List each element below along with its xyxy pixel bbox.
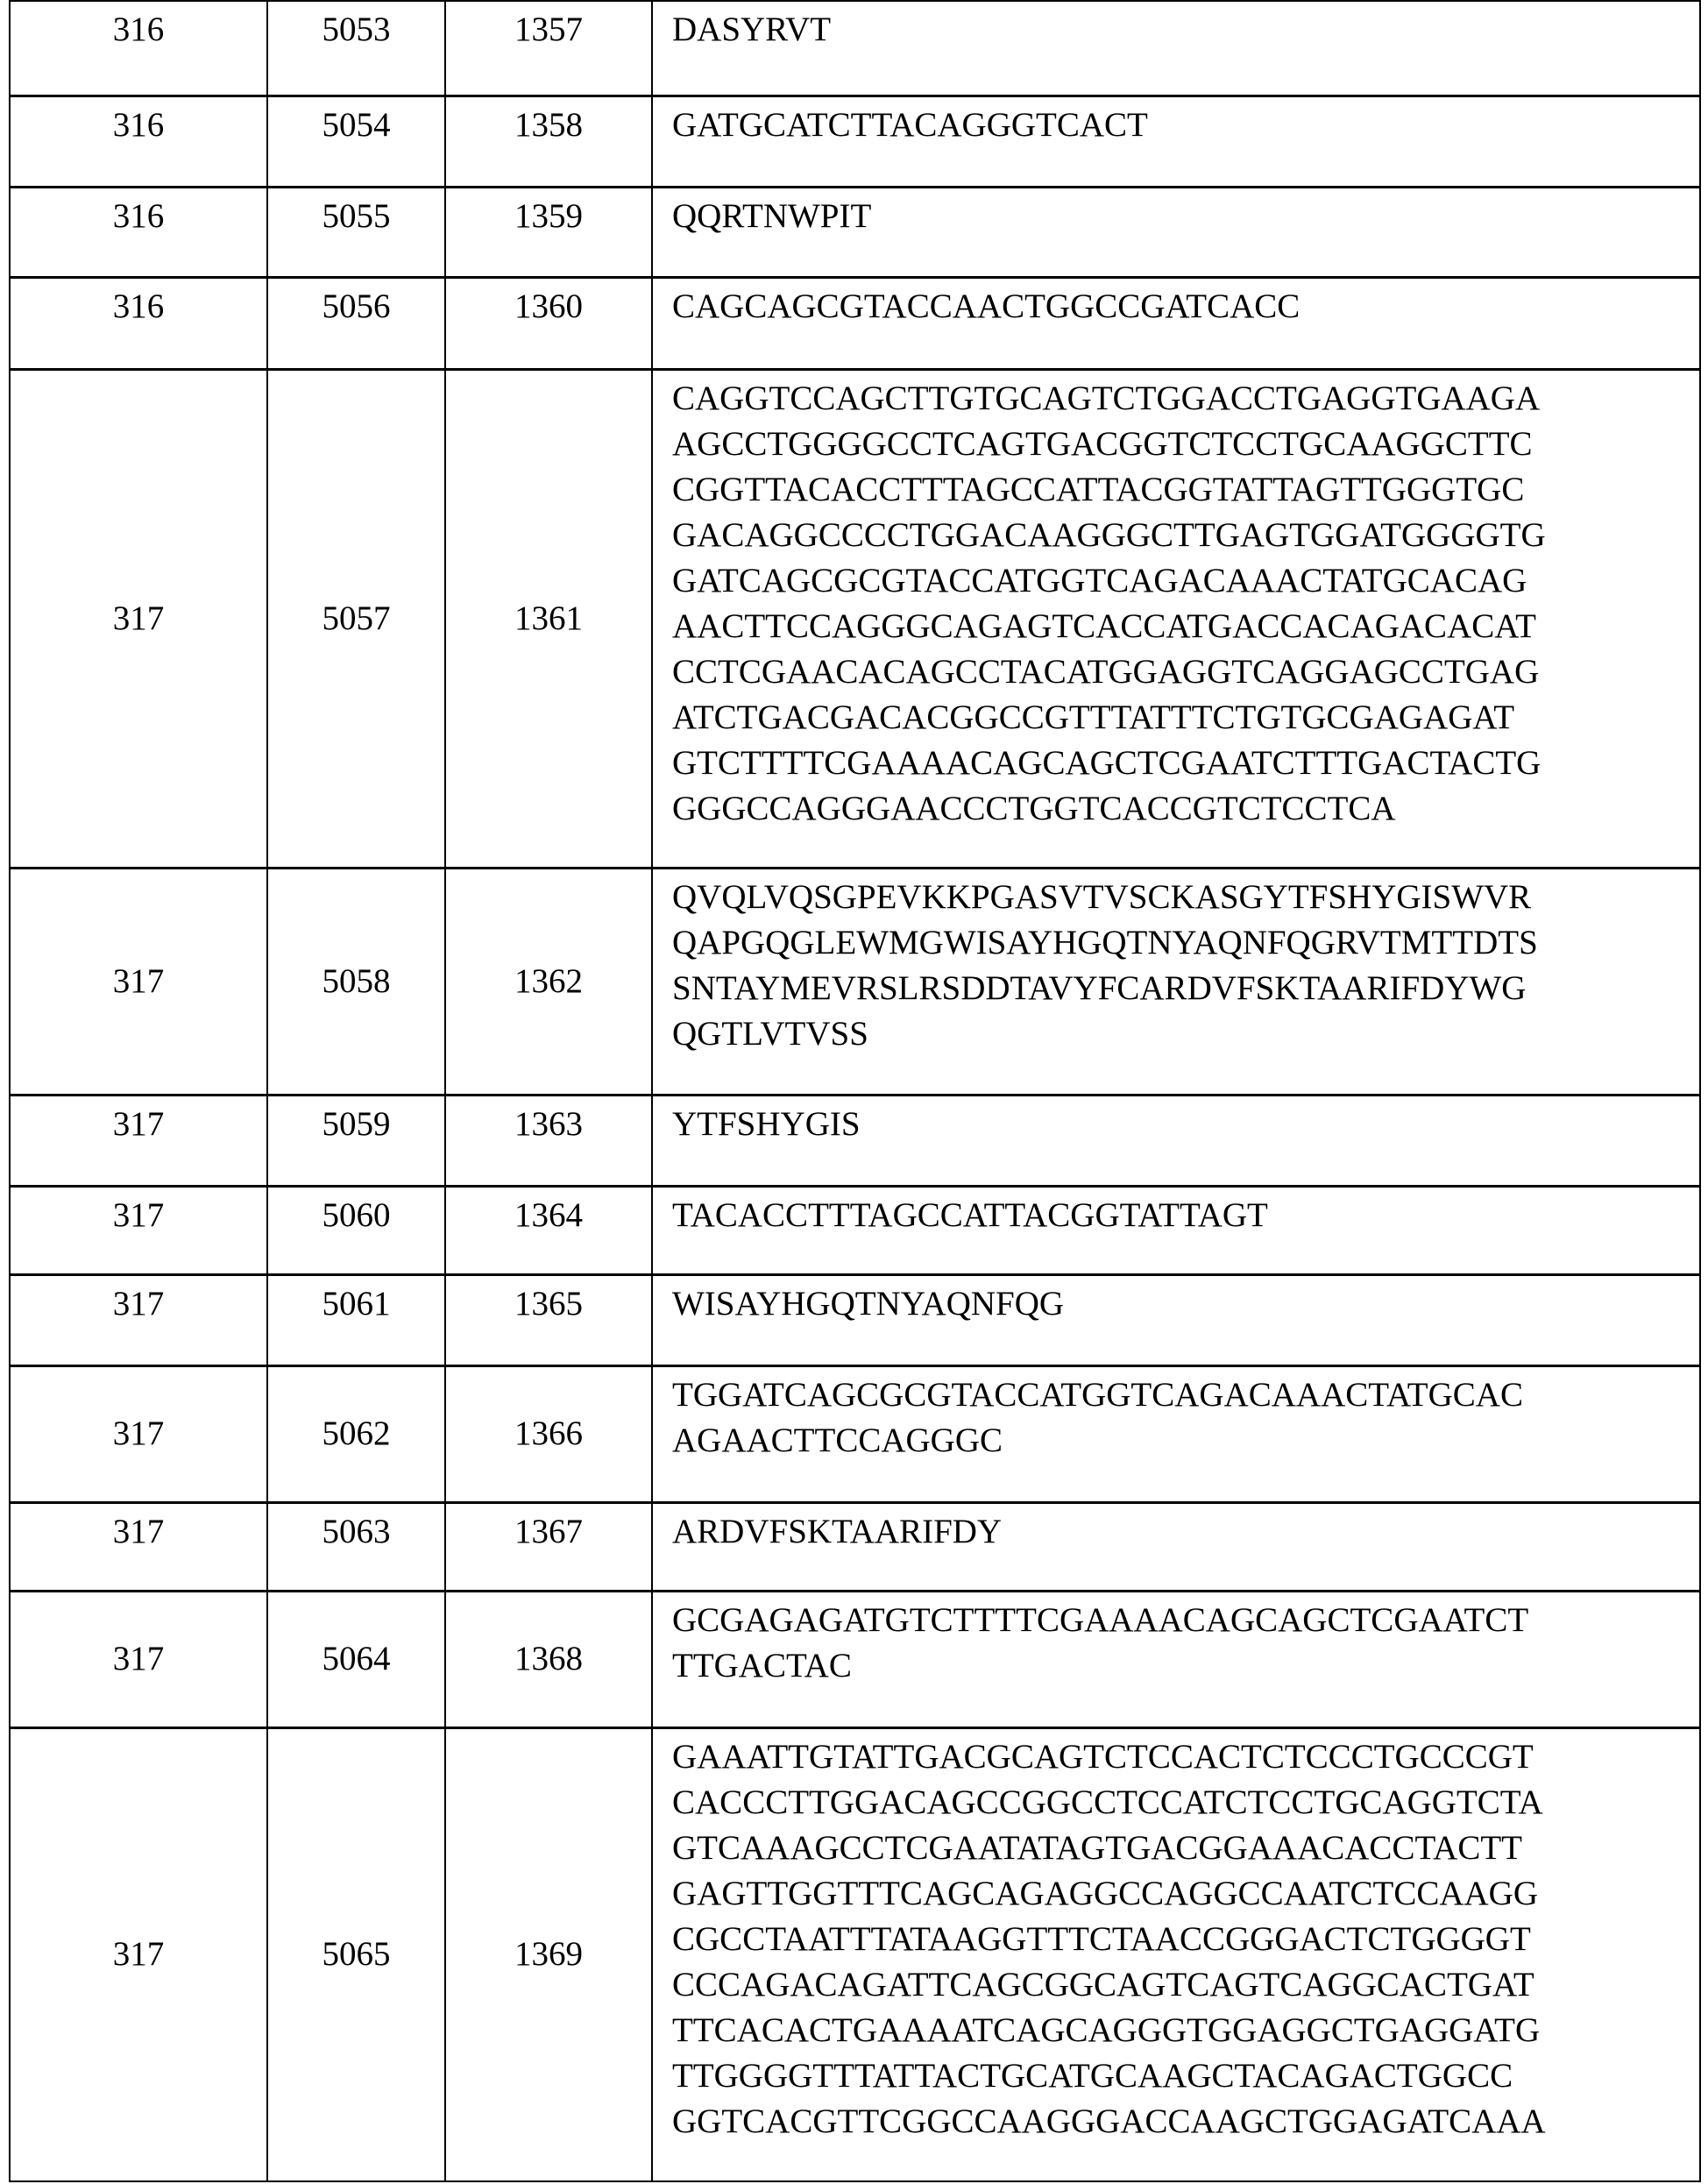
col-b-cell: 5058 (267, 868, 445, 1095)
sequence-line: YTFSHYGIS (672, 1104, 861, 1143)
sequence-cell (652, 1274, 1700, 1365)
sequence-cell (652, 277, 1700, 369)
table-row (10, 1727, 1700, 2181)
sequence-cell (652, 868, 1700, 1095)
col-c-cell: 1358 (445, 96, 652, 187)
sequence-line: GGTCACGTTCGGCCAAGGGACCAAGCTGGAGATCAAA (672, 2102, 1546, 2140)
sequence-line: ATCTGACGACACGGCCGTTTATTTCTGTGCGAGAGAT (672, 698, 1515, 736)
table-row (10, 1186, 1700, 1274)
col-a-cell: 317 (10, 1186, 267, 1274)
sequence-line: GACAGGCCCCTGGACAAGGGCTTGAGTGGATGGGGTG (672, 515, 1546, 554)
col-b-cell: 5061 (267, 1274, 445, 1365)
sequence-line: GCGAGAGATGTCTTTTCGAAAACAGCAGCTCGAATCT (672, 1600, 1529, 1639)
col-b-cell: 5053 (267, 1, 445, 96)
col-b-cell: 5057 (267, 369, 445, 868)
sequence-cell (652, 1727, 1700, 2181)
table-row (10, 96, 1700, 187)
col-b-cell: 5055 (267, 187, 445, 277)
col-a-cell: 317 (10, 1727, 267, 2181)
table-row (10, 277, 1700, 369)
col-a-cell: 317 (10, 1502, 267, 1591)
col-b-cell: 5056 (267, 277, 445, 369)
col-a-cell: 316 (10, 1, 267, 96)
sequence-line: QAPGQGLEWMGWISAYHGQTNYAQNFQGRVTMTTDTS (672, 923, 1538, 961)
sequence-cell (652, 369, 1700, 868)
sequence-line: DASYRVT (672, 11, 832, 48)
sequence-line: GGGCCAGGGAACCCTGGTCACCGTCTCCTCA (672, 789, 1396, 827)
table-row (10, 1095, 1700, 1186)
col-c-cell: 1360 (445, 277, 652, 369)
col-c-cell: 1361 (445, 369, 652, 868)
sequence-cell (652, 1591, 1700, 1727)
col-b-cell: 5064 (267, 1591, 445, 1727)
col-a-cell: 317 (10, 1274, 267, 1365)
sequence-line: CACCCTTGGACAGCCGGCCTCCATCTCCTGCAGGTCTA (672, 1783, 1543, 1821)
sequence-line: AACTTCCAGGGCAGAGTCACCATGACCACAGACACAT (672, 606, 1536, 645)
sequence-line: GTCAAAGCCTCGAATATAGTGACGGAAACACCTACTT (672, 1828, 1522, 1867)
sequence-line: GATGCATCTTACAGGGTCACT (672, 105, 1148, 144)
col-b-cell: 5060 (267, 1186, 445, 1274)
col-c-cell: 1367 (445, 1502, 652, 1591)
table-row (10, 1502, 1700, 1591)
col-a-cell: 317 (10, 1095, 267, 1186)
sequence-line: TTGACTAC (672, 1646, 852, 1684)
table-row (10, 1591, 1700, 1727)
sequence-line: AGCCTGGGGCCTCAGTGACGGTCTCCTGCAAGGCTTC (672, 424, 1533, 463)
col-c-cell: 1359 (445, 187, 652, 277)
table-row (10, 868, 1700, 1095)
col-a-cell: 316 (10, 96, 267, 187)
sequence-table (9, 0, 1701, 2182)
col-a-cell: 317 (10, 868, 267, 1095)
sequence-line: ARDVFSKTAARIFDY (672, 1512, 1003, 1550)
table-row (10, 1274, 1700, 1365)
col-c-cell: 1368 (445, 1591, 652, 1727)
table-row (10, 1365, 1700, 1502)
sequence-line: TTCACACTGAAAATCAGCAGGGTGGAGGCTGAGGATG (672, 2010, 1541, 2049)
sequence-line: TACACCTTTAGCCATTACGGTATTAGT (672, 1195, 1268, 1234)
table-row (10, 369, 1700, 868)
sequence-cell (652, 1186, 1700, 1274)
sequence-line: CGGTTACACCTTTAGCCATTACGGTATTAGTTGGGTGC (672, 470, 1525, 508)
sequence-line: SNTAYMEVRSLRSDDTAVYFCARDVFSKTAARIFDYWG (672, 968, 1527, 1007)
sequence-line: GAGTTGGTTTCAGCAGAGGCCAGGCCAATCTCCAAGG (672, 1874, 1539, 1912)
sequence-line: CCCAGACAGATTCAGCGGCAGTCAGTCAGGCACTGAT (672, 1965, 1534, 2003)
sequence-line: CCTCGAACACAGCCTACATGGAGGTCAGGAGCCTGAG (672, 652, 1540, 691)
col-b-cell: 5065 (267, 1727, 445, 2181)
col-a-cell: 316 (10, 277, 267, 369)
col-c-cell: 1363 (445, 1095, 652, 1186)
col-c-cell: 1364 (445, 1186, 652, 1274)
table-row (10, 187, 1700, 277)
sequence-cell (652, 1502, 1700, 1591)
sequence-cell (652, 1095, 1700, 1186)
sequence-line: QGTLVTVSS (672, 1014, 868, 1053)
col-c-cell: 1365 (445, 1274, 652, 1365)
sequence-cell (652, 96, 1700, 187)
sequence-line: WISAYHGQTNYAQNFQG (672, 1284, 1065, 1322)
sequence-line: GAAATTGTATTGACGCAGTCTCCACTCTCCCTGCCCGT (672, 1737, 1534, 1776)
col-b-cell: 5059 (267, 1095, 445, 1186)
sequence-line: AGAACTTCCAGGGC (672, 1421, 1003, 1459)
sequence-line: CGCCTAATTTATAAGGTTTCTAACCGGGACTCTGGGGT (672, 1919, 1531, 1958)
sequence-line: CAGCAGCGTACCAACTGGCCGATCACC (672, 287, 1300, 325)
sequence-line: GATCAGCGCGTACCATGGTCAGACAAACTATGCACAG (672, 561, 1527, 599)
sequence-cell (652, 187, 1700, 277)
col-b-cell: 5063 (267, 1502, 445, 1591)
col-c-cell: 1362 (445, 868, 652, 1095)
col-a-cell: 317 (10, 1591, 267, 1727)
col-c-cell: 1369 (445, 1727, 652, 2181)
col-b-cell: 5062 (267, 1365, 445, 1502)
col-b-cell: 5054 (267, 96, 445, 187)
sequence-line: TTGGGGTTTATTACTGCATGCAAGCTACAGACTGGCC (672, 2056, 1513, 2095)
col-a-cell: 317 (10, 1365, 267, 1502)
sequence-cell (652, 1, 1700, 96)
sequence-cell (652, 1365, 1700, 1502)
sequence-line: QVQLVQSGPEVKKPGASVTVSCKASGYTFSHYGISWVR (672, 877, 1532, 916)
col-a-cell: 317 (10, 369, 267, 868)
col-c-cell: 1357 (445, 1, 652, 96)
col-c-cell: 1366 (445, 1365, 652, 1502)
sequence-line: QQRTNWPIT (672, 196, 872, 235)
sequence-table-body (10, 1, 1700, 2181)
table-row (10, 1, 1700, 96)
col-a-cell: 316 (10, 187, 267, 277)
sequence-line: GTCTTTTCGAAAACAGCAGCTCGAATCTTTGACTACTG (672, 743, 1541, 782)
sequence-line: TGGATCAGCGCGTACCATGGTCAGACAAACTATGCAC (672, 1375, 1523, 1414)
sequence-line: CAGGTCCAGCTTGTGCAGTCTGGACCTGAGGTGAAGA (672, 379, 1541, 417)
